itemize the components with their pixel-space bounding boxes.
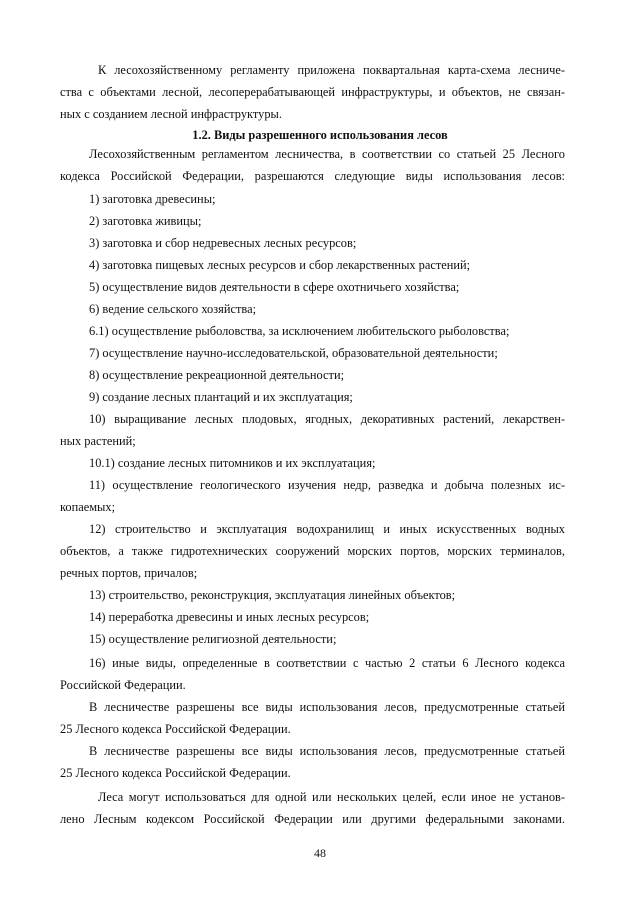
list-item-continuation: Российской Федерации. — [60, 678, 186, 692]
list-item: 11) осуществление геологического изучения недр, разведка и добыча полезных ис- — [89, 478, 565, 492]
list-item: 10) выращивание лесных плодовых, ягодных, декоративных растений, лекарствен- — [89, 412, 565, 426]
list-item: 2) заготовка живицы; — [89, 214, 202, 228]
list-item-continuation: копаемых; — [60, 500, 116, 514]
list-item: 7) осуществление научно-исследовательской, образовательной деятельности; — [89, 346, 498, 360]
list-item: 4) заготовка пищевых лесных ресурсов и сбор лекарственных растений; — [89, 258, 471, 272]
list-item: 9) создание лесных плантаций и их эксплуатация; — [89, 390, 353, 404]
list-item: 10.1) создание лесных питомников и их эксплуатация; — [89, 456, 376, 470]
paragraph-line: Леса могут использоваться для одной или нескольких целей, если иное не установ- — [98, 790, 565, 804]
list-item: 6.1) осуществление рыболовства, за исключением любительского рыболовства; — [89, 324, 510, 338]
list-item: 15) осуществление религиозной деятельности; — [89, 632, 337, 646]
paragraph-line: В лесничестве разрешены все виды использования лесов, предусмотренные статьей — [89, 744, 565, 758]
list-item-continuation: объектов, а также гидротехнических сооружений морских портов, морских терминалов, — [60, 544, 565, 558]
paragraph-line: ных с созданием лесной инфраструктуры. — [60, 107, 282, 121]
paragraph-line: Лесохозяйственным регламентом лесничества, в соответствии со статьей 25 Лесного — [89, 147, 565, 161]
paragraph-line: В лесничестве разрешены все виды использования лесов, предусмотренные статьей — [89, 700, 565, 714]
paragraph-line: 25 Лесного кодекса Российской Федерации. — [60, 766, 291, 780]
list-item: 6) ведение сельского хозяйства; — [89, 302, 257, 316]
list-item: 14) переработка древесины и иных лесных ресурсов; — [89, 610, 370, 624]
list-item: 8) осуществление рекреационной деятельности; — [89, 368, 345, 382]
paragraph-line: К лесохозяйственному регламенту приложена поквартальная карта-схема лесниче- — [98, 63, 565, 77]
list-item: 12) строительство и эксплуатация водохранилищ и иных искусственных водных — [89, 522, 565, 536]
list-item-continuation: речных портов, причалов; — [60, 566, 198, 580]
list-item: 3) заготовка и сбор недревесных лесных ресурсов; — [89, 236, 357, 250]
section-heading: 1.2. Виды разрешенного использования лесов — [192, 128, 448, 142]
paragraph-line: лено Лесным кодексом Российской Федерации или другими федеральными законами. — [60, 812, 565, 826]
paragraph-line: кодекса Российской Федерации, разрешаются следующие виды использования лесов: — [60, 169, 565, 183]
list-item: 13) строительство, реконструкция, эксплуатация линейных объектов; — [89, 588, 456, 602]
list-item: 16) иные виды, определенные в соответствии с частью 2 статьи 6 Лесного кодекса — [89, 656, 565, 670]
list-item-continuation: ных растений; — [60, 434, 136, 448]
list-item: 5) осуществление видов деятельности в сфере охотничьего хозяйства; — [89, 280, 460, 294]
page-number: 48 — [314, 846, 326, 860]
paragraph-line: 25 Лесного кодекса Российской Федерации. — [60, 722, 291, 736]
paragraph-line: ства с объектами лесной, лесоперерабатывающей инфраструктуры, и объектов, не связан- — [60, 85, 565, 99]
list-item: 1) заготовка древесины; — [89, 192, 216, 206]
